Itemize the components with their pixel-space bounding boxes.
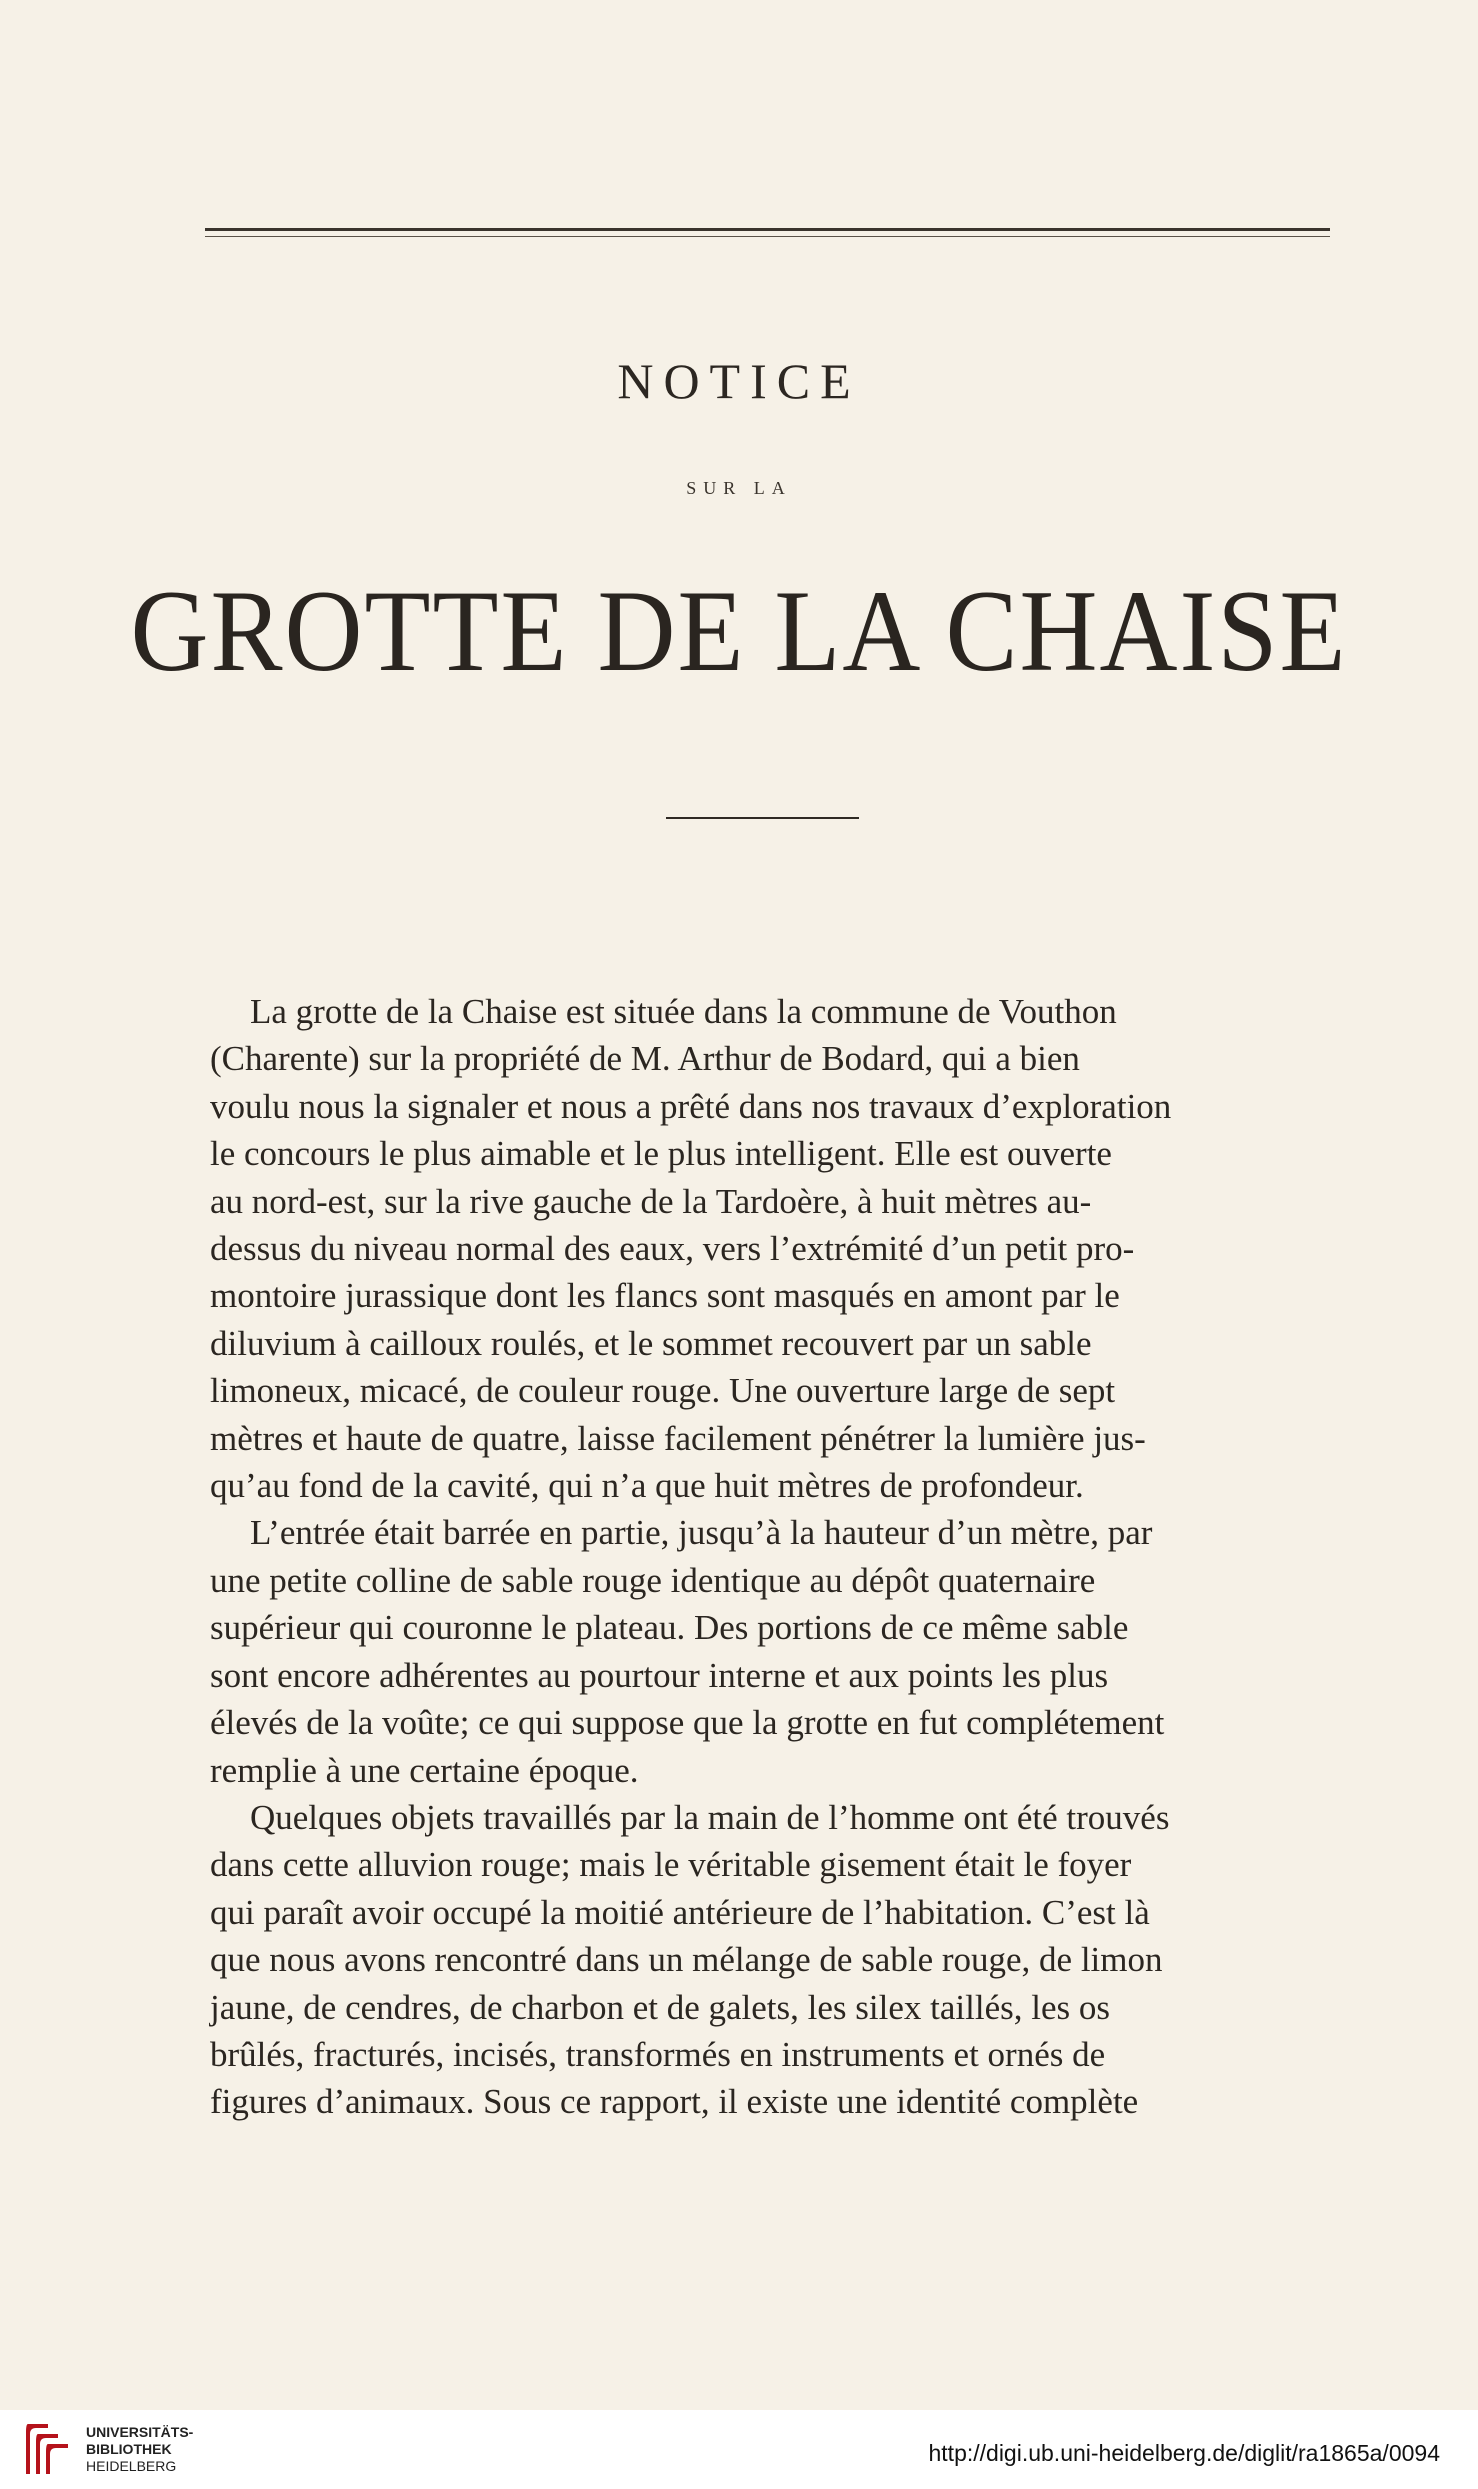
library-name bbox=[86, 2424, 193, 2475]
heading-notice: NOTICE bbox=[617, 353, 861, 409]
text-line: dessus du niveau normal des eaux, vers l’extrémité d’un petit pro- bbox=[210, 1229, 1135, 1269]
text-line: mètres et haute de quatre, laisse facilement pénétrer la lumière jus- bbox=[210, 1418, 1146, 1458]
text-line: Quelques objets travaillés par la main de l’homme ont été trouvés bbox=[250, 1797, 1170, 1837]
text-line: élevés de la voûte; ce qui suppose que la grotte en fut complétement bbox=[210, 1703, 1165, 1743]
text-line: le concours le plus aimable et le plus intelligent. Elle est ouverte bbox=[210, 1134, 1112, 1174]
text-line: sont encore adhérentes au pourtour interne et aux points les plus bbox=[210, 1655, 1109, 1695]
title-underline-rule bbox=[666, 817, 859, 819]
library-name-line3: HEIDELBERG bbox=[86, 2458, 177, 2474]
text-line: figures d’animaux. Sous ce rapport, il existe une identité complète bbox=[210, 2082, 1139, 2122]
text-line: que nous avons rencontré dans un mélange de sable rouge, de limon bbox=[210, 1940, 1163, 1980]
library-logo-icon bbox=[18, 2418, 74, 2480]
top-rule bbox=[205, 228, 1330, 231]
text-line: remplie à une certaine époque. bbox=[210, 1750, 639, 1790]
text-line: qui paraît avoir occupé la moitié antérieure de l’habitation. C’est là bbox=[210, 1892, 1150, 1932]
text-line: brûlés, fracturés, incisés, transformés en instruments et ornés de bbox=[210, 2034, 1106, 2074]
top-rule-thin bbox=[205, 236, 1330, 237]
page-title: GROTTE DE LA CHAISE bbox=[130, 567, 1348, 696]
text-line: limoneux, micacé, de couleur rouge. Une ouverture large de sept bbox=[210, 1371, 1116, 1411]
text-line: L’entrée était barrée en partie, jusqu’à la hauteur d’un mètre, par bbox=[250, 1513, 1153, 1553]
footer-bar bbox=[0, 2410, 1478, 2489]
text-line: au nord-est, sur la rive gauche de la Tardoère, à huit mètres au- bbox=[210, 1181, 1092, 1221]
text-line: qu’au fond de la cavité, qui n’a que huit mètres de profondeur. bbox=[210, 1466, 1084, 1506]
text-line: dans cette alluvion rouge; mais le véritable gisement était le foyer bbox=[210, 1845, 1132, 1885]
text-line: montoire jurassique dont les flancs sont masqués en amont par le bbox=[210, 1276, 1120, 1316]
text-line: diluvium à cailloux roulés, et le sommet recouvert par un sable bbox=[210, 1323, 1092, 1363]
text-line: La grotte de la Chaise est située dans la commune de Vouthon bbox=[250, 992, 1117, 1031]
body-text bbox=[210, 988, 1330, 2126]
heading-sur-la: SUR LA bbox=[686, 478, 792, 498]
text-line: voulu nous la signaler et nous a prêté dans nos travaux d’exploration bbox=[210, 1086, 1172, 1126]
text-line: supérieur qui couronne le plateau. Des portions de ce même sable bbox=[210, 1608, 1129, 1648]
text-line: (Charente) sur la propriété de M. Arthur de Bodard, qui a bien bbox=[210, 1039, 1080, 1079]
source-url-link[interactable]: http://digi.ub.uni-heidelberg.de/diglit/ra1865a/0094 bbox=[928, 2440, 1440, 2466]
text-line: une petite colline de sable rouge identique au dépôt quaternaire bbox=[210, 1560, 1096, 1600]
library-name-line2: BIBLIOTHEK bbox=[86, 2441, 172, 2457]
text-line: jaune, de cendres, de charbon et de galets, les silex taillés, les os bbox=[210, 1987, 1110, 2027]
library-name-line1: UNIVERSITÄTS- bbox=[86, 2424, 194, 2440]
